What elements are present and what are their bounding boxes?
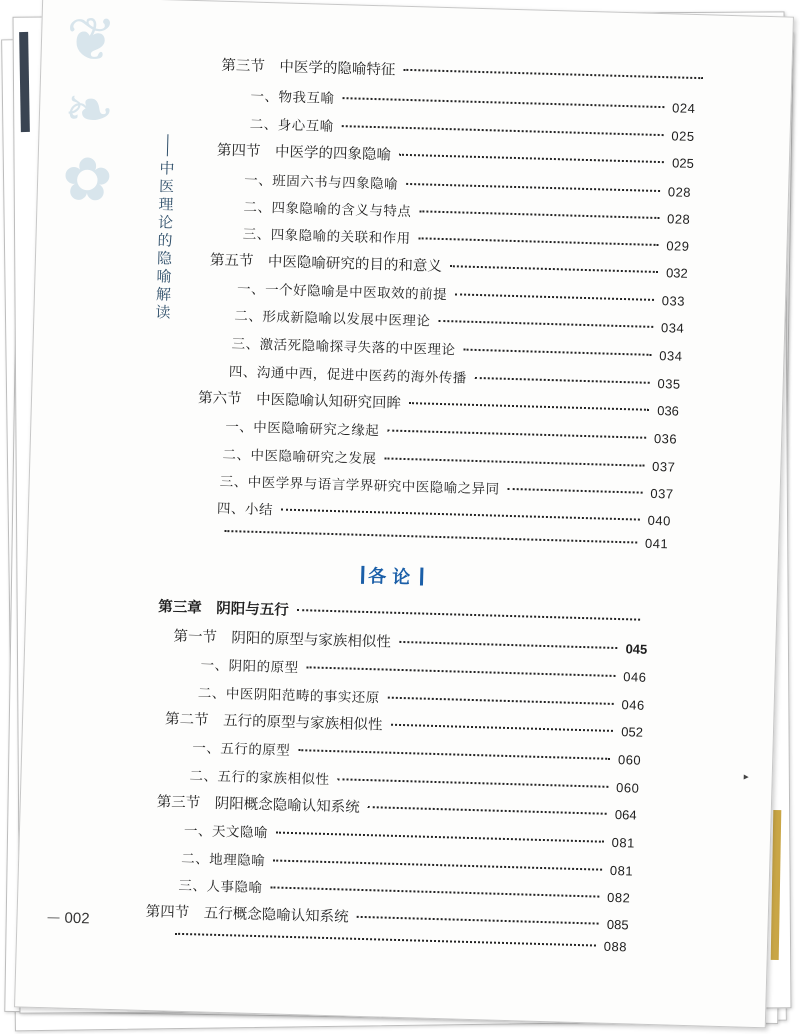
toc-entry-page: 034 (660, 320, 685, 336)
dot-leader (175, 933, 596, 947)
dot-leader (419, 210, 659, 219)
toc-entry[interactable] (189, 764, 639, 797)
toc-entry-page: 052 (621, 724, 644, 740)
dot-leader (224, 530, 637, 544)
dot-leader (273, 859, 602, 870)
toc-entry-page: 081 (609, 862, 634, 879)
dot-leader (399, 641, 618, 649)
toc-entry-page: 060 (615, 780, 640, 796)
toc-entry-page: 036 (657, 403, 680, 419)
toc-entry-page: 037 (651, 458, 676, 475)
toc-entry-label: 二、四象隐喻的含义与特点 (243, 199, 412, 221)
toc-entry-label: 三、激活死隐喻探寻失落的中医理论 (231, 336, 456, 359)
dot-leader (409, 402, 649, 411)
toc-entry-page: 088 (603, 938, 628, 955)
book-edge-dark (19, 32, 30, 132)
dot-leader (399, 154, 664, 163)
toc-entry-label: 一、阴阳的原型 (200, 657, 299, 677)
section-heading-text: 各论 (367, 566, 417, 589)
toc-entry[interactable] (216, 524, 668, 552)
toc-entry-label: 第二节 五行的原型与家族相似性 (164, 711, 383, 734)
toc-page (14, 0, 794, 1028)
toc-entry[interactable] (158, 595, 648, 630)
toc-entry[interactable] (244, 168, 691, 200)
toc-entry-page: 025 (671, 155, 695, 171)
toc-entry[interactable] (237, 277, 685, 310)
dot-leader (388, 697, 614, 705)
dot-leader (368, 806, 607, 815)
toc-entry-label: 一、一个好隐喻是中医取效的前提 (236, 281, 448, 304)
toc-entry[interactable] (200, 653, 646, 685)
dot-leader (464, 349, 652, 356)
toc-entry-page: 032 (665, 265, 688, 281)
dot-leader (438, 320, 653, 328)
toc-entry-page: 028 (666, 211, 691, 227)
toc-entry[interactable] (243, 195, 690, 227)
toc-entry-label: 一、五行的原型 (192, 740, 291, 759)
toc-entry-label: 三、四象隐喻的关联和作用 (242, 226, 411, 248)
toc-entry-page: 029 (666, 238, 690, 254)
toc-entry-page: 028 (667, 184, 692, 200)
toc-entry-page: 034 (659, 348, 683, 364)
running-title: 中医理论的隐喻解读 (152, 134, 178, 323)
toc-entry-page: 081 (611, 834, 636, 851)
toc-entry[interactable] (192, 736, 641, 769)
toc-entry[interactable] (222, 443, 675, 476)
toc-entry[interactable] (184, 819, 635, 852)
toc-entry-label: 第一节 阴阳的原型与家族相似性 (173, 628, 392, 651)
dot-leader (450, 265, 658, 273)
toc-entry-label: 第三节 阴阳概念隐喻认知系统 (156, 794, 360, 816)
toc-entry[interactable] (250, 85, 695, 117)
toc-entry-page: 024 (671, 100, 696, 116)
dot-leader (337, 778, 608, 788)
dot-leader (298, 749, 610, 760)
toc-entry[interactable] (181, 847, 633, 880)
toc-entry-label: 第四节 中医学的四象隐喻 (216, 142, 392, 164)
toc-entry-label: 二、身心互喻 (249, 116, 334, 135)
toc-entry-page: 064 (614, 807, 637, 823)
dot-leader (357, 916, 599, 925)
section-heading (357, 562, 428, 590)
dot-leader (276, 832, 604, 843)
dot-leader (403, 69, 703, 79)
margin-mark: ▸ (743, 771, 749, 783)
toc-entry[interactable] (250, 113, 695, 145)
toc-entry-label: 一、天文隐喻 (183, 822, 269, 842)
dot-leader (343, 97, 665, 108)
toc-entry-page: 025 (671, 128, 695, 144)
toc-entry-page: 040 (647, 512, 672, 529)
toc-entry-label: 一、中医隐喻研究之缘起 (225, 418, 380, 440)
dot-leader (342, 125, 664, 136)
toc-entry[interactable] (220, 470, 674, 503)
toc-entry-label: 二、五行的家族相似性 (189, 768, 330, 789)
toc-entry[interactable] (217, 497, 671, 530)
toc-entry-label: 第六节 中医隐喻认知研究回眸 (197, 390, 402, 412)
toc-entry-label: 第五节 中医隐喻研究的目的和意义 (209, 252, 443, 275)
dot-leader (297, 609, 640, 621)
toc-entry-page: 046 (621, 697, 645, 713)
toc-entry-label: 二、中医阴阳范畴的事实还原 (197, 685, 381, 707)
toc-entry[interactable] (225, 415, 677, 448)
dot-leader (406, 183, 660, 192)
toc-entry-page: 033 (661, 293, 686, 309)
toc-entry-label: 二、地理隐喻 (181, 850, 266, 870)
toc-entry-label: 四、沟通中西，促进中医药的海外传播 (228, 364, 467, 387)
toc-entry-label: 四、小结 (216, 500, 274, 519)
dot-leader (387, 430, 646, 439)
toc-entry-label: 一、物我互喻 (250, 88, 335, 107)
dot-leader (384, 457, 644, 466)
page-number: 002 (47, 909, 89, 927)
toc-entry-page: 036 (653, 430, 678, 447)
toc-entry-page: 046 (623, 669, 647, 685)
dot-leader (307, 666, 616, 677)
toc-entry[interactable] (198, 681, 645, 713)
toc-entry-label: 第三节 中医学的隐喻特征 (221, 57, 396, 79)
dot-leader (508, 488, 643, 494)
toc-entry-label: 第四节 五行概念隐喻认知系统 (145, 903, 349, 926)
dot-leader (455, 293, 654, 301)
toc-entry-page: 035 (657, 376, 681, 392)
toc-entry-page: 037 (650, 485, 674, 502)
toc-entry-page: 041 (644, 535, 669, 552)
toc-entry[interactable] (229, 360, 681, 393)
toc-entry-label: 第三章 阴阳与五行 (158, 598, 289, 619)
decorative-calligraphy-band: ❦ ❧ ✿ (61, 4, 118, 216)
toc-entry[interactable] (231, 332, 682, 365)
dot-leader (475, 377, 650, 384)
toc-entry[interactable] (217, 139, 694, 173)
toc-entry[interactable] (242, 222, 689, 254)
toc-entry-page: 085 (606, 916, 629, 933)
toc-entry-label: 二、中医隐喻研究之发展 (222, 446, 377, 468)
toc-entry-label: 三、人事隐喻 (178, 877, 263, 897)
toc-entry[interactable] (178, 874, 630, 907)
dot-leader (391, 724, 614, 732)
toc-entry-page: 045 (625, 641, 648, 657)
dot-leader (270, 886, 599, 897)
dot-leader (419, 237, 659, 246)
toc-entry-page: 082 (606, 889, 631, 906)
toc-entry-page: 060 (617, 752, 642, 768)
toc-entry-label: 二、形成新隐喻以发展中医理论 (234, 308, 431, 330)
dot-leader (281, 509, 640, 521)
toc-entry[interactable] (234, 304, 684, 337)
toc-entry[interactable] (221, 54, 711, 89)
toc-entry-label: 三、中医学界与语言学界研究中医隐喻之异同 (219, 473, 500, 498)
toc-entry-label: 一、班固六书与四象隐喻 (243, 172, 399, 193)
